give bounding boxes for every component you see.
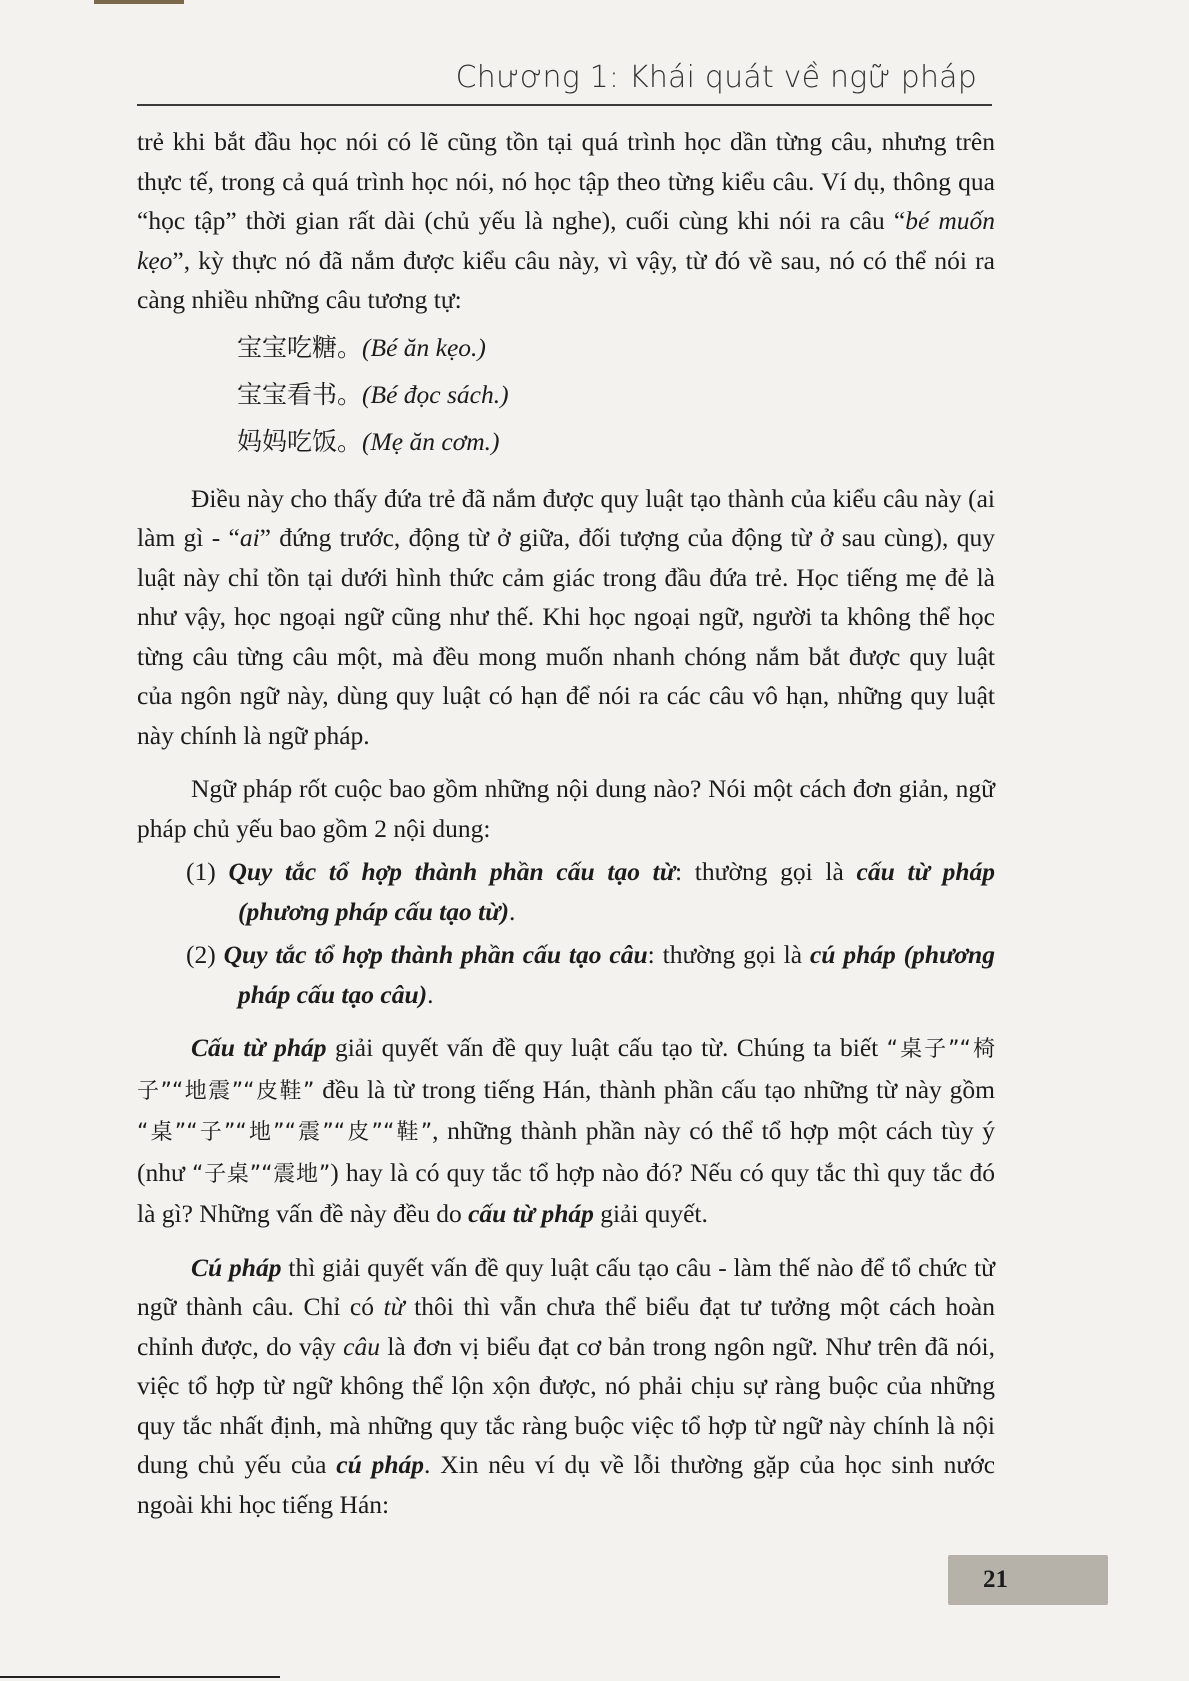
example-list (137, 324, 995, 465)
running-header: Chương 1: Khái quát về ngữ pháp (455, 60, 977, 95)
paragraph: Cú pháp thì giải quyết vấn đề quy luật cấu tạo câu - làm thế nào để tổ chức từ ngữ thành câu. Chỉ có từ thôi thì vẫn chưa thể biểu đạt tư tưởng một cách hoàn chỉnh được, do vậy câu là đơn vị biểu đạt cơ bản trong ngôn ngữ. Như trên đã nói, việc tổ hợp từ ngữ không thể lộn xộn được, nó phải chịu sự ràng buộc của những quy tắc nhất định, mà những quy tắc ràng buộc việc tổ hợp từ ngữ này chính là nội dung chủ yếu của cú pháp. Xin nêu ví dụ về lỗi thường gặp của học sinh nước ngoài khi học tiếng Hán: (137, 1252, 996, 1519)
example-sentence: 宝宝吃糖。(Bé ăn kẹo.) (237, 332, 486, 362)
bottom-edge-line (0, 1676, 280, 1678)
example-sentence: 宝宝看书。(Bé đọc sách.) (237, 379, 509, 409)
paragraph: trẻ khi bắt đầu học nói có lẽ cũng tồn tại quá trình học dần từng câu, nhưng trên thực tế, trong cả quá trình học nói, nó học tập theo từng kiểu câu. Ví dụ, thông qua “học tập” thời gian rất dài (chủ yếu là nghe), cuối cùng khi nói ra câu “bé muốn kẹo”, kỳ thực nó đã nắm được kiểu câu này, vì vậy, từ đó về sau, nó có thể nói ra càng nhiều những câu tương tự: (137, 127, 995, 314)
page-number: 21 (948, 1555, 1108, 1605)
body-text (137, 122, 995, 1524)
scan-edge-mark (94, 0, 184, 4)
paragraph: Ngữ pháp rốt cuộc bao gồm những nội dung nào? Nói một cách đơn giản, ngữ pháp chủ yếu bao gồm 2 nội dung: (137, 774, 995, 843)
example-sentence: 妈妈吃饭。(Mẹ ăn cơm.) (237, 426, 500, 456)
paragraph: Cấu từ pháp giải quyết vấn đề quy luật cấu tạo từ. Chúng ta biết “桌子”“椅子”“地震”“皮鞋” đều là từ trong tiếng Hán, thành phần cấu tạo những từ này gồm “桌”“子”“地”“震”“皮”“鞋”, những thành phần này có thể tổ hợp một cách tùy ý (như “子桌”“震地”) hay là có quy tắc tổ hợp nào đó? Nếu có quy tắc thì quy tắc đó là gì? Những vấn đề này đều do cấu từ pháp giải quyết. (137, 1033, 996, 1228)
paragraph: Điều này cho thấy đứa trẻ đã nắm được quy luật tạo thành của kiểu câu này (ai làm gì - “ai” đứng trước, động từ ở giữa, đối tượng của động từ ở sau cùng), quy luật này chỉ tồn tại dưới hình thức cảm giác trong đầu đứa trẻ. Học tiếng mẹ đẻ là như vậy, học ngoại ngữ cũng như thế. Khi học ngoại ngữ, người ta không thể học từng câu từng câu một, mà đều mong muốn nhanh chóng nắm bắt được quy luật của ngôn ngữ này, dùng quy luật có hạn để nói ra các câu vô hạn, những quy luật này chính là ngữ pháp. (137, 483, 995, 750)
header-rule (137, 104, 992, 106)
list-item: (2) Quy tắc tổ hợp thành phần cấu tạo câu: thường gọi là cú pháp (phương pháp cấu tạo câu). (186, 940, 995, 1009)
list-item: (1) Quy tắc tổ hợp thành phần cấu tạo từ: thường gọi là cấu từ pháp (phương pháp cấu tạo từ). (186, 857, 995, 926)
